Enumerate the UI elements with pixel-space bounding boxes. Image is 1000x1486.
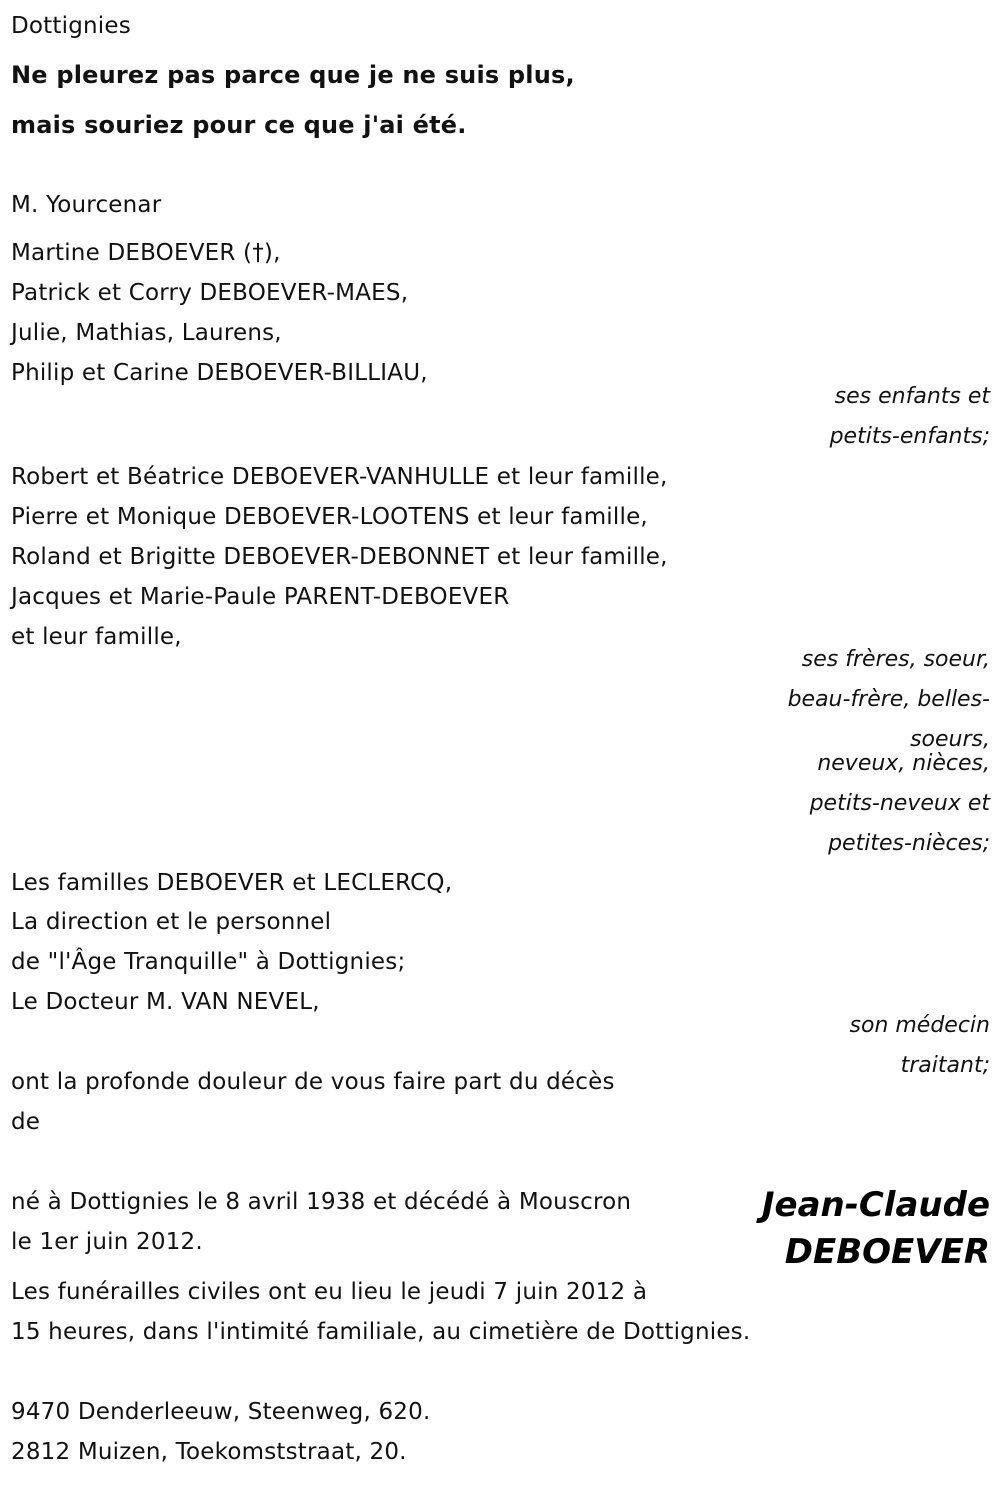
- quote-author: M. Yourcenar: [11, 192, 162, 218]
- siblings-line: Roland et Brigitte DEBOEVER-DEBONNET et leur famille,: [11, 544, 668, 570]
- siblings-relation: neveux, nièces,: [817, 751, 990, 776]
- siblings-relation: beau-frère, belles-: [787, 687, 990, 712]
- birth-death-line: le 1er juin 2012.: [11, 1229, 203, 1255]
- quote-line-2: mais souriez pour ce que j'ai été.: [11, 111, 467, 139]
- siblings-relation: ses frères, soeur,: [801, 647, 990, 672]
- announcement-line: ont la profonde douleur de vous faire part du décès: [11, 1069, 615, 1095]
- siblings-relation: petits-neveux et: [809, 791, 990, 816]
- funeral-line: Les funérailles civiles ont eu lieu le jeudi 7 juin 2012 à: [11, 1279, 648, 1305]
- siblings-line: Robert et Béatrice DEBOEVER-VANHULLE et leur famille,: [11, 464, 668, 490]
- children-relation: petits-enfants;: [829, 424, 990, 449]
- others-line: de "l'Âge Tranquille" à Dottignies;: [11, 949, 406, 975]
- address-line: 2812 Muizen, Toekomststraat, 20.: [11, 1439, 407, 1465]
- place-heading: Dottignies: [11, 13, 131, 39]
- deceased-last-name: DEBOEVER: [784, 1232, 990, 1272]
- announcement-line: de: [11, 1109, 41, 1135]
- others-line: Le Docteur M. VAN NEVEL,: [11, 989, 320, 1015]
- others-line: Les familles DEBOEVER et LECLERCQ,: [11, 870, 453, 896]
- siblings-relation: soeurs,: [910, 727, 990, 752]
- others-relation: son médecin: [849, 1013, 990, 1038]
- address-line: 9470 Denderleeuw, Steenweg, 620.: [11, 1399, 431, 1425]
- children-line: Martine DEBOEVER (†),: [11, 240, 281, 266]
- quote-line-1: Ne pleurez pas parce que je ne suis plus,: [11, 61, 575, 89]
- siblings-line: Jacques et Marie-Paule PARENT-DEBOEVER: [11, 584, 510, 610]
- birth-death-line: né à Dottignies le 8 avril 1938 et décédé à Mouscron: [11, 1189, 632, 1215]
- children-line: Julie, Mathias, Laurens,: [11, 320, 282, 346]
- siblings-line: et leur famille,: [11, 624, 182, 650]
- children-line: Patrick et Corry DEBOEVER-MAES,: [11, 280, 409, 306]
- children-relation: ses enfants et: [834, 384, 990, 409]
- others-line: La direction et le personnel: [11, 909, 332, 935]
- siblings-line: Pierre et Monique DEBOEVER-LOOTENS et leur famille,: [11, 504, 648, 530]
- siblings-relation: petites-nièces;: [828, 831, 990, 856]
- children-line: Philip et Carine DEBOEVER-BILLIAU,: [11, 360, 428, 386]
- deceased-first-name: Jean-Claude: [761, 1185, 990, 1225]
- funeral-line: 15 heures, dans l'intimité familiale, au cimetière de Dottignies.: [11, 1319, 751, 1345]
- others-relation: traitant;: [900, 1053, 990, 1078]
